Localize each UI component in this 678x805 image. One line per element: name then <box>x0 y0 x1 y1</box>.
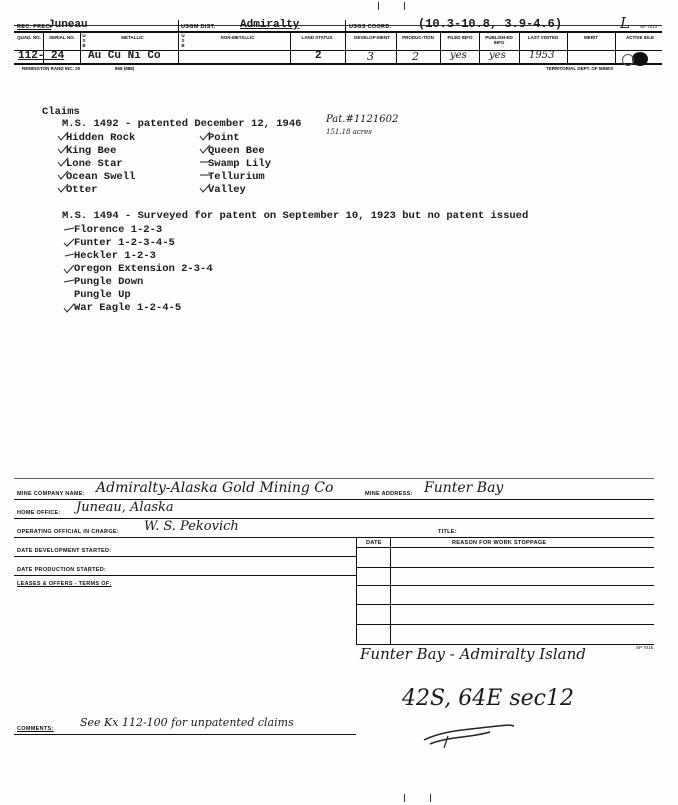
usgs-coord-value: (10.3-10.8, 3.9-4.6) <box>418 17 563 31</box>
col-divider <box>80 32 81 63</box>
stoppage-row-rule <box>356 624 654 625</box>
record-metallic: Au Cu Ni Co <box>88 50 161 62</box>
col-active-idle: ACTIVE IDLE <box>625 35 654 40</box>
claim-name: Lone Star <box>66 158 123 170</box>
claims-heading: Claims <box>42 106 80 118</box>
operating-official-value: W. S. Pekovich <box>144 519 239 534</box>
usgm-dist-label: USGM DIST. <box>181 24 216 30</box>
stoppage-row-rule <box>356 567 654 568</box>
corner-mark: L <box>620 14 630 32</box>
comments-value: See Kx 112-100 for unpatented claims <box>80 716 294 729</box>
stoppage-row-rule <box>356 585 654 586</box>
mine-company-label: MINE COMPANY NAME: <box>17 491 85 497</box>
ms1492-line: M.S. 1492 - patented December 12, 1946 <box>62 118 302 130</box>
ms1494-line: M.S. 1494 - Surveyed for patent on September 10, 1923 but no patent issued <box>62 210 529 222</box>
claim-name: Otter <box>66 184 98 196</box>
col-production: PRODUC-TION <box>402 35 434 40</box>
date-column-label: DATE <box>366 540 382 546</box>
col-serial-no: SERIAL NO. <box>49 35 75 40</box>
mine-company-value: Admiralty-Alaska Gold Mining Co <box>96 480 334 496</box>
scribble-icon <box>420 718 520 750</box>
claim-name: Funter 1-2-3-4-5 <box>74 237 175 249</box>
scan-mark-icon <box>404 794 405 802</box>
claim-name: Pungle Up <box>74 289 131 301</box>
col-divider <box>345 32 346 63</box>
form-rule <box>14 556 356 557</box>
rec-prec-value: Juneau <box>48 19 88 31</box>
col-last-visited: LAST VISITED <box>527 35 559 40</box>
col-divider <box>519 32 520 63</box>
col-quad-no: QUAD. NO. <box>17 35 41 40</box>
form-rule <box>14 537 654 538</box>
active-status-dot-icon <box>632 52 648 66</box>
claim-name: Pungle Down <box>74 276 144 288</box>
stoppage-table-left <box>356 537 357 645</box>
check-marks-ms1494-icon <box>62 222 76 316</box>
col-non-metallic: NON-METALLIC <box>220 35 255 40</box>
printer-codes: 868 (888) <box>115 66 135 71</box>
printer-label: REMINGTON RAND INC. 20 <box>22 66 81 71</box>
header-divider <box>345 20 346 32</box>
claim-name: Ocean Swell <box>66 171 136 183</box>
stoppage-row-rule <box>356 547 654 548</box>
col-divider <box>290 32 291 63</box>
col-usb-right: U S B <box>181 33 185 48</box>
claim-name: Swamp Lily <box>208 158 272 170</box>
stoppage-table-divider <box>390 537 391 645</box>
col-usb-left: U S B <box>82 33 86 48</box>
form-rule <box>14 518 654 519</box>
col-divider <box>178 32 179 63</box>
col-filed-info: FILED INFO <box>447 35 473 40</box>
record-last-visited: 1953 <box>529 50 555 61</box>
col-development: DEVELOP-MENT <box>354 35 390 40</box>
claim-name: Tellurium <box>208 171 265 183</box>
record-land-status: 2 <box>315 50 322 62</box>
claim-name: Oregon Extension 2-3-4 <box>74 263 213 275</box>
check-marks-col1-icon <box>56 130 70 196</box>
mine-address-label: MINE ADDRESS: <box>365 491 413 497</box>
form-top-rule <box>14 478 654 479</box>
coords-note: 42S, 64E sec12 <box>402 686 574 711</box>
prod-started-label: DATE PRODUCTION STARTED: <box>17 567 107 573</box>
usgs-coord-label: USGS COORD. <box>349 24 392 30</box>
check-marks-col2-icon <box>198 130 212 196</box>
header-bottom-rule <box>14 31 662 33</box>
home-office-label: HOME OFFICE: <box>17 510 61 516</box>
ms1492-patent-number: Pat.#1121602 <box>326 114 399 125</box>
header-top-rule <box>14 25 662 26</box>
form-rule <box>14 734 356 735</box>
record-filed-info: yes <box>450 50 467 61</box>
reason-column-label: REASON FOR WORK STOPPAGE <box>452 540 547 546</box>
idle-status-ring-icon <box>622 54 634 66</box>
title-label: TITLE: <box>438 529 457 535</box>
form-number: SP 7014 <box>640 24 658 29</box>
claim-name: Queen Bee <box>208 145 265 157</box>
header-divider <box>178 20 179 32</box>
claim-name: War Eagle 1-2-4-5 <box>74 302 182 314</box>
scan-mark-icon <box>404 2 405 10</box>
col-divider <box>567 32 568 63</box>
col-divider <box>396 32 397 63</box>
col-divider <box>479 32 480 63</box>
col-metallic: METALLIC <box>121 35 144 40</box>
ms1492-acreage: 151.18 acres <box>326 128 372 136</box>
record-quad-serial: 112- 24 <box>18 50 65 62</box>
claim-name: Point <box>208 132 240 144</box>
record-development: 3 <box>367 50 374 63</box>
col-merit: MERIT <box>584 35 598 40</box>
location-note: Funter Bay - Admiralty Island <box>360 645 586 663</box>
record-published-info: yes <box>489 50 506 61</box>
scan-mark-icon <box>378 2 379 10</box>
claim-name: Valley <box>208 184 246 196</box>
rec-prec-label: REC. PREC. <box>17 24 52 30</box>
claim-name: Heckler 1-2-3 <box>74 250 156 262</box>
home-office-value: Juneau, Alaska <box>76 500 174 515</box>
dept-label: TERRITORIAL DEPT. OF MINES <box>546 66 614 71</box>
usgm-dist-value: Admiralty <box>240 19 300 31</box>
col-divider <box>440 32 441 63</box>
col-divider <box>615 32 616 63</box>
scan-mark-icon <box>430 794 431 802</box>
claim-name: King Bee <box>66 145 117 157</box>
form-rule <box>14 575 356 576</box>
leases-label: LEASES & OFFERS - TERMS OF: <box>17 581 112 587</box>
comments-label: COMMENTS: <box>17 726 54 732</box>
col-published-info: PUBLISH-ED INFO <box>485 35 513 45</box>
form-number-bottom: SP 7015 <box>636 645 654 650</box>
record-production: 2 <box>412 50 419 63</box>
col-land-status: LAND STATUS <box>301 35 333 40</box>
stoppage-row-rule <box>356 604 654 605</box>
dev-started-label: DATE DEVELOPMENT STARTED: <box>17 548 112 554</box>
claim-name: Florence 1-2-3 <box>74 224 163 236</box>
record-bottom-rule <box>14 63 662 65</box>
claim-name: Hidden Rock <box>66 132 136 144</box>
mine-address-value: Funter Bay <box>424 480 504 496</box>
operating-official-label: OPERATING OFFICIAL IN CHARGE: <box>17 529 119 535</box>
